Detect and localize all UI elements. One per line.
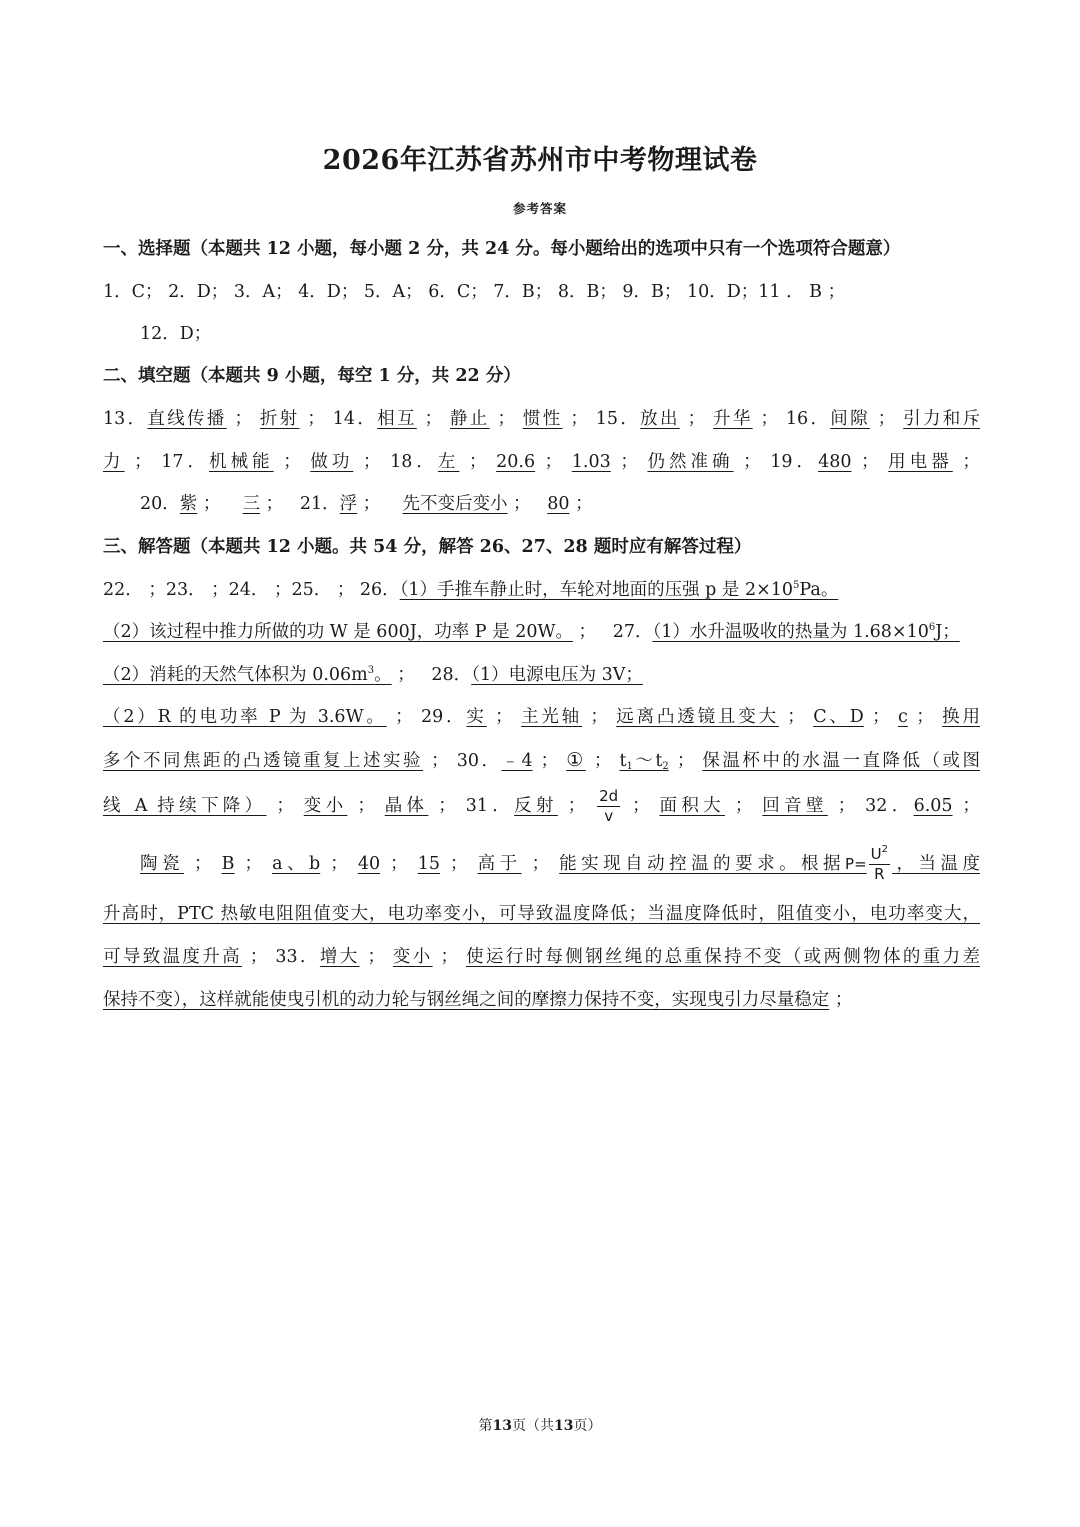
answer-29-3: 远离凸透镜且变大 xyxy=(616,707,779,727)
section3-line-26-27: （2）该过程中推力所做的功 W 是 600J，功率 P 是 20W。 ； 27．（1）水升温吸收的热量为 $1.68\times 10^6J$； xyxy=(103,622,960,642)
section3-line-32-33: 可导致温度升高 ； 33．增大 ； 变小 ； 使运行时每侧钢丝绳的总重保持不变（或两侧物体的重力差 xyxy=(103,947,980,967)
answer-33-3-cont: 保持不变），这样就能使曳引机的动力轮与钢丝绳之间的摩擦力保持不变，实现曳引力尽量稳定 xyxy=(103,990,830,1010)
answer-32-8-line3: 可导致温度升高 xyxy=(103,947,243,967)
answer-14-1: 相互 xyxy=(377,409,417,429)
answer-32-4: a、b xyxy=(272,854,321,874)
answer-19-2: 用电器 xyxy=(888,452,953,472)
answer-29-2: 主光轴 xyxy=(521,707,583,727)
answer-30-1: ﹣4 xyxy=(501,751,533,771)
answer-32-6: 15 xyxy=(417,854,440,874)
answer-17-2: 做功 xyxy=(310,452,354,472)
section3-line-30-32: 线 A 持续下降） ； 变小 ； 晶体 ； 31．反射 ； $\frac{2d}{v}$ ； 面积大 ； 回音壁 ； 32．6.05 ； xyxy=(103,787,980,825)
answer-31-2-fraction: $\frac{2d}{v}$ xyxy=(599,787,619,825)
answer-19-1: 480 xyxy=(818,452,852,472)
answer-18-2: 20.6 xyxy=(496,452,536,472)
section1-heading: 一、选择题（本题共 12 小题，每小题 2 分，共 24 分。每小题给出的选项中只有一个选项符合题意） xyxy=(103,239,901,259)
answer-18-1: 左 xyxy=(437,452,460,472)
answer-15-1: 放出 xyxy=(640,409,680,429)
answer-26-1: （1）手推车静止时，车轮对地面的压强 p 是 $2\times 10^5Pa$。 xyxy=(399,580,839,600)
answer-18-3: 1.03 xyxy=(571,452,611,472)
section2-line-13-16: 13．直线传播 ； 折射 ； 14．相互 ； 静止 ； 惯性 ； 15．放出 ； 升华 ； 16．间隙 ； 引力和斥 xyxy=(103,409,981,429)
answer-28-1: （1）电源电压为 3V； xyxy=(471,665,643,685)
total-pages: 13 xyxy=(554,1418,574,1434)
section3-line-32-cont xyxy=(103,894,980,934)
answer-20-1: 紫 xyxy=(179,494,198,514)
answer-14-2: 静止 xyxy=(450,409,490,429)
answer-32-8-line2: 升高时，PTC 热敏电阻阻值变大，电功率变小，可导致温度降低；当温度降低时，阻值变小，电功率变大， xyxy=(103,904,980,924)
answer-32-8: 能实现自动控温的要求。根据P= $\frac{U^2}{R}$ ，当温度 xyxy=(559,844,980,883)
section2-line-16-19: 力 ； 17．机械能 ； 做功 ； 18．左 ； 20.6 ； 1.03 ； 仍然准确 ； 19．480 ； 用电器 ； xyxy=(103,452,980,472)
section1-answers-line1: 1．C； 2．D； 3．A； 4．D； 5．A； 6．C； 7．B； 8．B； 9．B； 10．D；11 ． B ； xyxy=(103,282,846,302)
answer-31-1: 反射 xyxy=(514,796,558,816)
answer-30-5: 变小 xyxy=(303,796,348,816)
section1-answers-line2: 12．D； xyxy=(140,324,212,344)
page-title: 2026年江苏省苏州市中考物理试卷 xyxy=(322,145,758,176)
answer-30-2: ① xyxy=(566,749,586,771)
answer-27-2: （2）消耗的天然气体积为 $0.06m^3$。 xyxy=(103,665,392,685)
answer-31-3: 面积大 xyxy=(659,796,725,816)
section3-line-29-30: 多个不同焦距的凸透镜重复上述实验 ； 30．﹣4 ； ① ； $t_1\sim t_2$ ； 保温杯中的水温一直降低（或图 xyxy=(103,749,980,772)
answer-13-2: 折射 xyxy=(259,409,300,429)
answer-21-1: 浮 xyxy=(339,494,358,514)
answer-33-1: 增大 xyxy=(319,947,360,967)
answer-29-5: c xyxy=(898,707,908,727)
answer-30-3: $t_1\sim t_2$ xyxy=(619,751,669,772)
answer-26-2: （2）该过程中推力所做的功 W 是 600J，功率 P 是 20W。 xyxy=(103,622,573,642)
section3-line-27-28: （2）消耗的天然气体积为 $0.06m^3$。 ； 28．（1）电源电压为 3V； xyxy=(103,665,643,685)
section2-heading: 二、填空题（本题共 9 小题，每空 1 分，共 22 分） xyxy=(103,366,521,386)
answer-32-7: 高于 xyxy=(477,854,522,874)
answer-16-1: 间隙 xyxy=(830,409,870,429)
section3-line-32: 陶瓷 ； B ； a、b ； 40 ； 15 ； 高于 ； 能实现自动控温的要求。根据P= $\frac{U^2}{R}$ ，当温度 xyxy=(140,844,980,883)
answer-32-5: 40 xyxy=(357,854,381,874)
answer-32-3: B xyxy=(221,854,235,874)
section3-line-33-cont: 保持不变），这样就能使曳引机的动力轮与钢丝绳之间的摩擦力保持不变，实现曳引力尽量稳定 ； xyxy=(103,990,853,1010)
answer-29-6-cont: 多个不同焦距的凸透镜重复上述实验 xyxy=(103,751,424,771)
answer-33-2: 变小 xyxy=(392,947,433,967)
answer-18-4: 仍然准确 xyxy=(647,452,734,472)
answer-29-1: 实 xyxy=(466,707,487,727)
answer-29-4: C、D xyxy=(813,707,864,727)
page-number: 13 xyxy=(492,1418,512,1434)
answer-30-6: 晶体 xyxy=(384,796,429,816)
answer-21-3: 80 xyxy=(547,494,570,514)
answer-21-2: 先不变后变小 xyxy=(402,494,508,514)
answer-32-1: 6.05 xyxy=(913,796,953,816)
answer-33-3: 使运行时每侧钢丝绳的总重保持不变（或两侧物体的重力差 xyxy=(465,947,980,967)
section3-line-22-26: 22． ；23． ；24． ；25． ； 26．（1）手推车静止时，车轮对地面的压强 p 是 $2\times 10^5Pa$。 xyxy=(103,580,839,600)
page-subtitle: 参考答案 xyxy=(512,201,567,216)
answer-17-1: 机械能 xyxy=(209,452,274,472)
page-footer: 第13页（共13页） xyxy=(478,1418,602,1434)
answer-16-2-cont: 力 xyxy=(103,452,125,472)
answer-30-4: 保温杯中的水温一直降低（或图 xyxy=(702,751,980,771)
section2-line-20-21: 20．紫 ； 三 ； 21．浮 ； 先不变后变小 ； 80 ； xyxy=(140,494,593,514)
answer-32-2: 陶瓷 xyxy=(140,854,184,874)
answer-29-6: 换用 xyxy=(942,707,980,727)
answer-16-2: 引力和斥 xyxy=(903,409,981,429)
section3-heading: 三、解答题（本题共 12 小题。共 54 分，解答 26、27、28 题时应有解答过程） xyxy=(103,537,752,557)
answer-14-3: 惯性 xyxy=(522,409,563,429)
answer-28-2: （2）R 的电功率 P 为 3.6W。 xyxy=(103,707,387,727)
answer-20-2: 三 xyxy=(242,494,261,514)
answer-31-4: 回音壁 xyxy=(762,796,828,816)
answer-15-2: 升华 xyxy=(713,409,753,429)
answer-13-1: 直线传播 xyxy=(147,409,227,429)
answer-27-1: （1）水升温吸收的热量为 $1.68\times 10^6J$； xyxy=(652,622,960,642)
answer-30-4-cont: 线 A 持续下降） xyxy=(103,796,267,816)
section3-line-28-29: （2）R 的电功率 P 为 3.6W。 ； 29．实 ； 主光轴 ； 远离凸透镜且变大 ； C、D ； c ； 换用 xyxy=(103,707,980,727)
